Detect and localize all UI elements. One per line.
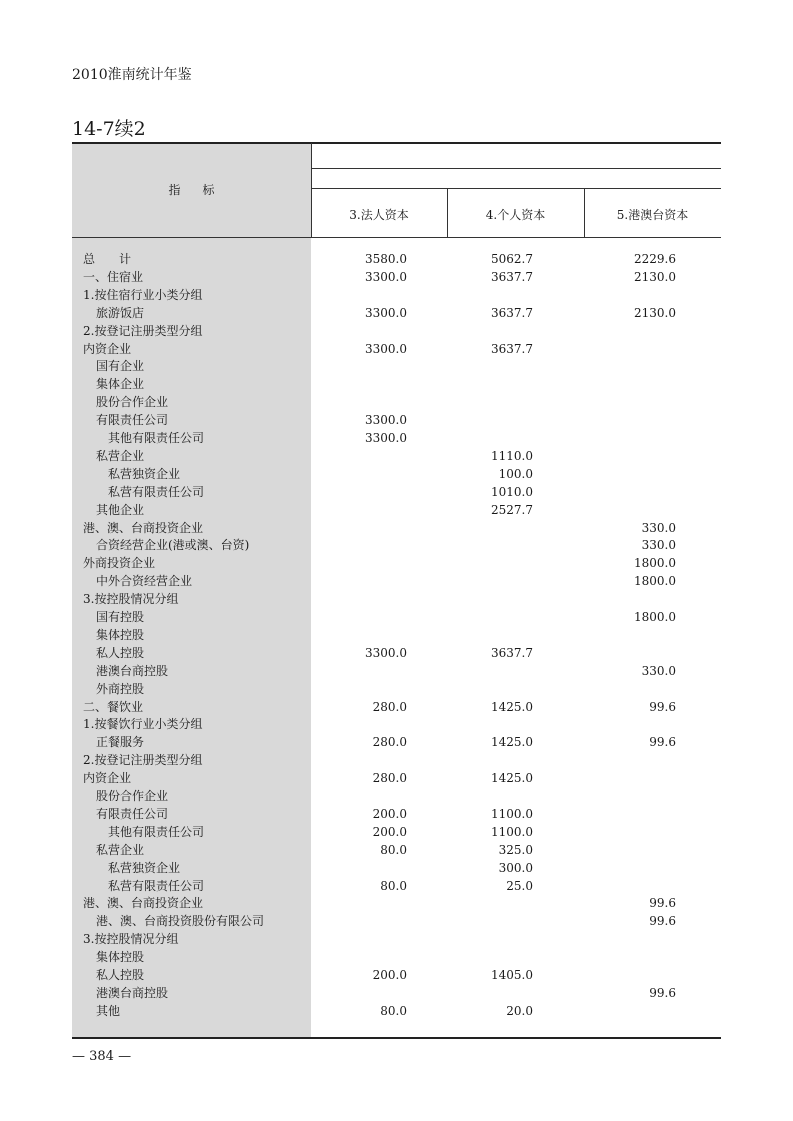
row-label: 1.按住宿行业小类分组 [83,287,203,302]
row-value-col-5: 1800.0 [634,610,676,624]
row-value-col-4: 1010.0 [491,484,533,499]
row-label: 正餐服务 [96,735,145,750]
row-label: 内资企业 [83,771,132,786]
row-value-col-5: 330.0 [641,520,676,535]
table-row [0,501,793,519]
table-row [0,268,793,286]
table-top-rule [72,142,721,144]
table-row [0,912,793,930]
row-label: 其他企业 [96,502,145,517]
table-row [0,680,793,698]
table-row [0,286,793,304]
row-value-col-4: 300.0 [498,860,533,875]
row-value-col-3: 3300.0 [365,413,407,428]
column-header-individual-capital: 4.个人资本 [485,208,546,222]
row-value-col-5: 330.0 [641,663,676,678]
row-label: 有限责任公司 [96,806,169,821]
row-value-col-5: 1800.0 [634,556,676,571]
row-label: 总 计 [83,252,132,266]
row-value-col-3: 3300.0 [365,431,407,445]
table-row [0,948,793,966]
row-label: 旅游饭店 [96,305,145,320]
row-value-col-3: 280.0 [372,771,407,786]
row-value-col-5: 99.6 [649,985,676,1000]
page-number: — 384 — [72,1049,132,1064]
table-row [0,984,793,1002]
table-row [0,698,793,716]
row-label: 3.按控股情况分组 [83,592,179,607]
row-label: 其他有限责任公司 [108,431,205,445]
table-row [0,250,793,268]
table-bottom-rule [72,1037,721,1039]
row-value-col-5: 1800.0 [634,574,676,589]
table-row [0,572,793,590]
row-label: 港澳台商控股 [96,663,169,678]
table-row [0,483,793,501]
table-row [0,751,793,769]
row-value-col-4: 3637.7 [491,305,533,320]
row-value-col-4: 1425.0 [491,699,533,714]
row-value-col-3: 200.0 [372,806,407,821]
table-row [0,769,793,787]
row-label: 3.按控股情况分组 [83,932,179,947]
row-value-col-4: 3637.7 [491,341,533,356]
row-value-col-3: 80.0 [380,1003,407,1018]
table-row [0,877,793,895]
table-row [0,429,793,447]
row-label: 集体控股 [96,627,145,642]
row-value-col-3: 3300.0 [365,645,407,660]
row-value-col-3: 80.0 [380,842,407,857]
row-value-col-4: 1110.0 [491,448,533,463]
table-row [0,519,793,537]
table-row [0,554,793,572]
row-value-col-4: 1425.0 [491,735,533,750]
table-row [0,304,793,322]
table-row [0,357,793,375]
row-value-col-4: 20.0 [506,1003,533,1018]
table-row [0,662,793,680]
table-row [0,1002,793,1020]
table-title: 14-7续2 [72,118,146,140]
row-label: 外商投资企业 [83,556,156,571]
row-label: 2.按登记注册类型分组 [83,753,203,768]
row-value-col-3: 3300.0 [365,341,407,356]
row-value-col-4: 1100.0 [491,806,533,821]
row-value-col-3: 200.0 [372,968,407,982]
row-value-col-3: 3580.0 [365,252,407,266]
row-value-col-4: 325.0 [498,842,533,857]
row-value-col-5: 2130.0 [634,305,676,320]
column-header-hk-macao-taiwan-capital: 5.港澳台资本 [616,208,689,222]
row-value-col-3: 200.0 [372,824,407,839]
row-label: 私人控股 [96,645,145,660]
row-value-col-3: 80.0 [380,878,407,893]
table-row [0,823,793,841]
row-value-col-4: 1405.0 [491,968,533,982]
row-label: 私人控股 [96,968,145,982]
row-value-col-3: 3300.0 [365,269,407,284]
table-row [0,626,793,644]
row-value-col-5: 99.6 [649,914,676,929]
row-label: 港、澳、台商投资股份有限公司 [96,914,265,929]
table-row [0,787,793,805]
table-row [0,447,793,465]
row-value-col-4: 5062.7 [491,252,533,266]
table-row [0,465,793,483]
row-label: 其他 [96,1003,121,1018]
row-value-col-3: 3300.0 [365,305,407,320]
table-row [0,411,793,429]
row-label: 私营企业 [96,842,145,857]
row-value-col-4: 3637.7 [491,645,533,660]
row-label: 集体企业 [96,377,145,392]
row-value-col-5: 99.6 [649,896,676,911]
row-label: 港、澳、台商投资企业 [83,896,204,911]
indicator-header: 指标 [168,183,237,197]
row-label: 内资企业 [83,341,132,356]
row-label: 外商控股 [96,681,145,696]
row-label: 一、住宿业 [83,269,144,284]
row-label: 港、澳、台商投资企业 [83,520,204,535]
row-label: 私营有限责任公司 [108,484,205,499]
table-row [0,340,793,358]
row-value-col-5: 99.6 [649,735,676,750]
row-value-col-5: 330.0 [641,538,676,553]
row-label: 私营独资企业 [108,466,181,481]
row-label: 二、餐饮业 [83,699,144,714]
table-row [0,322,793,340]
table-row [0,894,793,912]
row-label: 私营独资企业 [108,860,181,875]
row-label: 港澳台商控股 [96,985,169,1000]
table-row [0,393,793,411]
table-row [0,590,793,608]
row-label: 集体控股 [96,950,145,965]
table-row [0,375,793,393]
row-value-col-5: 2130.0 [634,269,676,284]
table-row [0,536,793,554]
row-label: 股份合作企业 [96,395,169,410]
table-row [0,966,793,984]
row-label: 国有控股 [96,610,145,624]
row-label: 私营企业 [96,448,145,463]
row-value-col-4: 1100.0 [491,824,533,839]
header-bottom-rule [72,237,721,238]
row-label: 合资经营企业(港或澳、台资) [96,538,250,553]
book-title: 2010淮南统计年鉴 [72,67,192,83]
row-value-col-5: 99.6 [649,699,676,714]
table-row [0,805,793,823]
row-label: 2.按登记注册类型分组 [83,323,203,338]
column-header-legal-capital: 3.法人资本 [349,208,409,222]
row-label: 私营有限责任公司 [108,878,205,893]
row-value-col-5: 2229.6 [634,252,676,266]
row-label: 有限责任公司 [96,413,169,428]
row-label: 中外合资经营企业 [96,574,193,589]
row-label: 1.按餐饮行业小类分组 [83,717,203,732]
table-row [0,608,793,626]
table-row [0,859,793,877]
row-label: 国有企业 [96,359,145,374]
table-row [0,715,793,733]
table-row [0,644,793,662]
header-line-2 [311,188,721,189]
row-value-col-3: 280.0 [372,735,407,750]
table-row [0,841,793,859]
row-value-col-4: 1425.0 [491,771,533,786]
row-value-col-4: 25.0 [506,878,533,893]
row-value-col-4: 2527.7 [491,502,533,517]
row-value-col-4: 3637.7 [491,269,533,284]
row-value-col-3: 280.0 [372,699,407,714]
row-label: 股份合作企业 [96,789,169,803]
header-line-1 [311,168,721,169]
table-row [0,930,793,948]
row-value-col-4: 100.0 [498,466,533,481]
row-label: 其他有限责任公司 [108,824,205,839]
table-row [0,733,793,751]
